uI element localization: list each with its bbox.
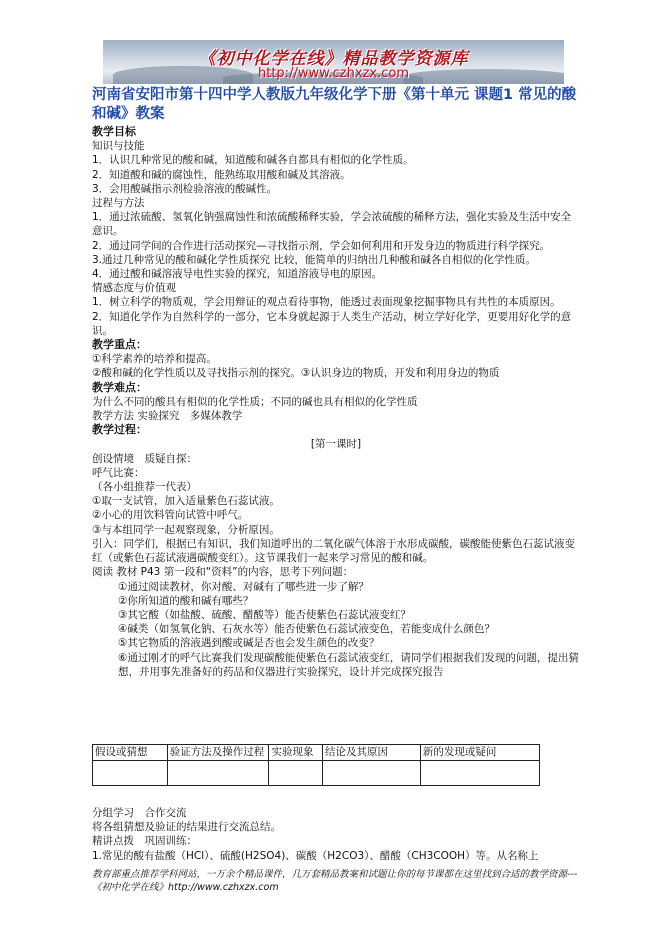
document-body-continued <box>92 806 580 863</box>
table-cell <box>323 761 421 786</box>
text-line: ①科学素养的培养和提高。 <box>92 353 217 366</box>
text-line: 为什么不同的酸具有相似的化学性质；不同的碱也具有相似的化学性质 <box>92 395 418 408</box>
text-line: ②你所知道的酸和碱有哪些？ <box>118 594 254 607</box>
text-line: ⑤其它物质的溶液遇到酸或碱是否也会发生颜色的改变？ <box>118 637 380 650</box>
table-cell <box>93 761 168 786</box>
text-line: 引入：同学们，根据已有知识，我们知道呼出的二氧化碳气体溶于水形成碳酸，碳酸能使紫色石蕊试液变红（或紫色石蕊试液遇碳酸变红）。这节课我们一起来学习常见的酸和碱。 <box>92 537 575 565</box>
text-line: 1．认识几种常见的酸和碱，知道酸和碱各自都具有相似的化学性质。 <box>92 154 414 167</box>
text-line: 2．通过同学间的合作进行活动探究—寻找指示剂，学会如何利用和开发身边的物质进行科学探究。 <box>92 239 551 252</box>
text-line: 3．会用酸碱指示剂检验溶液的酸碱性。 <box>92 182 278 195</box>
text-line: ①取一支试管，加入适量紫色石蕊试液。 <box>92 495 280 508</box>
text-line: 2．知道酸和碱的腐蚀性，能熟练取用酸和碱及其溶液。 <box>92 168 351 181</box>
table-header-cell: 实验现象 <box>269 745 323 761</box>
text-line: ③与本组同学一起观察现象，分析原因。 <box>92 523 280 536</box>
section-heading: 教学重点： <box>92 338 147 352</box>
text-line: 将各组猜想及验证的结果进行交流总结。 <box>92 821 281 834</box>
text-line: ②酸和碱的化学性质以及寻找指示剂的探究。③认识身边的物质，开发和利用身边的物质 <box>92 367 500 380</box>
table-header-cell: 新的发现或疑问 <box>420 745 539 761</box>
text-line: 1.常见的酸有盐酸（HCl）、硫酸(H2SO4)、碳酸（H2CO3）、醋酸（CH3COOH）等。从名称上 <box>92 849 539 862</box>
section-heading: 教学过程： <box>92 423 147 437</box>
text-line: （各小组推荐一代表） <box>92 481 197 494</box>
text-line: 过程与方法 <box>92 197 145 210</box>
text-line: ①通过阅读教材，你对酸、对碱有了哪些进一步了解？ <box>118 580 369 593</box>
table-row <box>93 761 540 786</box>
text-line: 3.通过几种常见的酸和碱化学性质探究 比较，能简单的归纳出几种酸和碱各自相似的化学性质。 <box>92 253 536 266</box>
table-cell <box>420 761 539 786</box>
text-line: 分组学习 合作交流 <box>92 807 187 819</box>
text-line: 情感态度与价值观 <box>92 282 176 295</box>
text-line: ⑥通过刚才的呼气比赛我们发现碳酸能使紫色石蕊试液变红，请同学们根据我们发现的问题，提出猜想，并用事先准备好的药品和仪器进行实验探究，设计并完成探究报告 <box>118 651 579 678</box>
table-header-cell: 结论及其原因 <box>323 745 421 761</box>
inquiry-report-table <box>92 744 540 786</box>
text-line: 阅读 教材 P43 第一段和“资料”的内容，思考下列问题： <box>92 566 354 579</box>
site-banner <box>103 40 564 84</box>
text-line: 4．通过酸和碱溶液导电性实验的探究，知道溶液导电的原因。 <box>92 268 383 281</box>
text-line: 知识与技能 <box>92 140 145 153</box>
text-line: 2．知道化学作为自然科学的一部分，它本身就起源于人类生产活动，树立学好化学，更要用好化学的意识。 <box>92 310 572 337</box>
text-line: 1．通过浓硫酸、氢氧化钠强腐蚀性和浓硫酸稀释实验，学会浓硫酸的稀释方法，强化实验及生活中安全意识。 <box>92 211 572 238</box>
table-header-cell: 假设或猜想 <box>93 745 168 761</box>
page-footer: 教育部重点推荐学科网站，一万余个精品课件，几万套精品教案和试题让你的每节课都在这里找到合适的教学资源---《初中化学在线》http://www.czhxzx.com <box>92 869 578 893</box>
text-line: 1．树立科学的物质观，学会用辩证的观点看待事物，能透过表面现象挖掘事物具有共性的本质原因。 <box>92 296 561 309</box>
text-line: 创设情境 质疑自探： <box>92 452 197 465</box>
table-cell <box>269 761 323 786</box>
text-line: ②小心的用饮料管向试管中呼气。 <box>92 509 249 522</box>
text-line: 教学方法 实验探究 多媒体教学 <box>92 410 243 423</box>
document-title: 河南省安阳市第十四中学人教版九年级化学下册《第十单元 课题1 常见的酸和碱》教案 <box>92 87 577 122</box>
text-line: ④碱类（如氢氧化钠、石灰水等）能否使紫色石蕊试液变色，若能变成什么颜色？ <box>118 623 495 636</box>
text-line: 呼气比赛： <box>92 466 145 479</box>
table-header-row <box>93 745 540 761</box>
table-cell <box>167 761 269 786</box>
document-body <box>92 125 580 679</box>
text-line: [第一课时] <box>310 438 362 451</box>
section-heading: 教学目标 <box>92 125 136 138</box>
banner-title: 《初中化学在线》精品教学资源库 <box>198 49 469 69</box>
section-heading: 教学难点： <box>92 380 147 394</box>
text-line: ③其它酸（如盐酸、硫酸、醋酸等）能否使紫色石蕊试液变红？ <box>118 608 411 621</box>
banner-url-link[interactable]: http://www.czhxzx.com <box>258 66 409 81</box>
text-line: 精讲点拨 巩固训练： <box>92 835 197 848</box>
table-header-cell: 验证方法及操作过程 <box>167 745 269 761</box>
